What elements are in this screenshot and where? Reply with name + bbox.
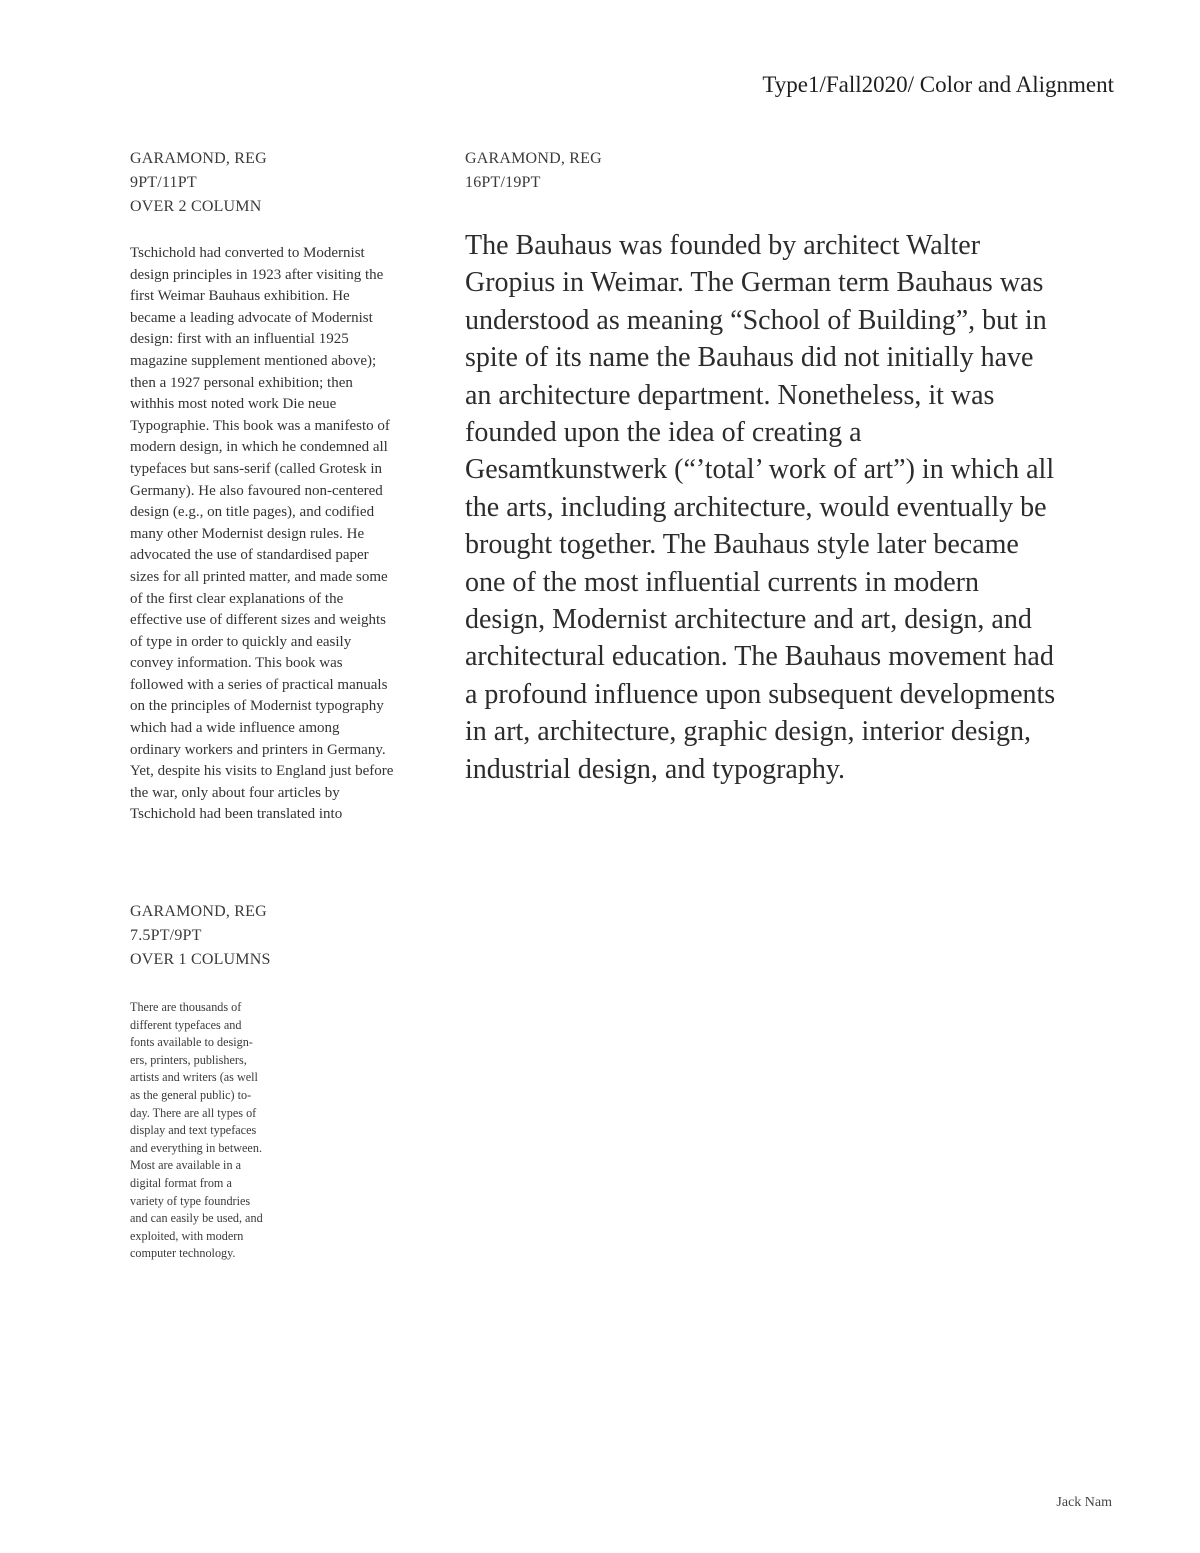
text-line: Tschichold had converted to Modernist <box>130 245 365 261</box>
specimen-b-paragraph <box>465 227 1055 788</box>
specimen-a-spec-label <box>130 147 267 219</box>
text-line: in art, architecture, graphic design, interior design, <box>465 716 1032 748</box>
text-line: then a 1927 personal exhibition; then <box>130 374 353 391</box>
text-line: and can easily be used, and <box>130 1211 263 1226</box>
text-line: on the principles of Modernist typography <box>130 698 384 715</box>
text-line: display and text typefaces <box>130 1123 257 1138</box>
author-name: Jack Nam <box>1056 1495 1112 1510</box>
text-line: the arts, including architecture, would eventually be <box>465 491 1047 523</box>
text-line: different typefaces and <box>130 1017 242 1032</box>
spec-line: GARAMOND, REG <box>130 150 267 167</box>
text-line: day. There are all types of <box>130 1105 257 1120</box>
text-line: first Weimar Bauhaus exhibition. He <box>130 288 350 305</box>
text-line: ers, printers, publishers, <box>130 1052 247 1067</box>
text-line: many other Modernist design rules. He <box>130 525 365 542</box>
text-line: industrial design, and typography. <box>465 753 846 785</box>
text-line: an architecture department. Nonetheless, it was <box>465 379 995 411</box>
text-line: founded upon the idea of creating a <box>465 417 862 449</box>
text-line: modern design, in which he condemned all <box>130 439 388 456</box>
text-line: The Bauhaus was founded by architect Walter <box>465 230 981 261</box>
specimen-c-spec-label <box>130 900 271 972</box>
text-line: Tschichold had been translated into <box>130 806 343 823</box>
text-line: Gesamtkunstwerk (“’total’ work of art”) in which all <box>465 454 1055 486</box>
text-line: and everything in between. <box>130 1140 262 1155</box>
text-line: Germany). He also favoured non-centered <box>130 482 383 499</box>
spec-line: GARAMOND, REG <box>465 150 602 167</box>
specimen-c-paragraph <box>130 999 263 1263</box>
text-line: typefaces but sans-serif (called Grotesk in <box>130 460 382 477</box>
text-line: of type in order to quickly and easily <box>130 633 352 650</box>
text-line: one of the most influential currents in modern <box>465 566 979 598</box>
text-line: the war, only about four articles by <box>130 784 340 801</box>
text-line: became a leading advocate of Modernist <box>130 309 373 326</box>
specimen-a-paragraph <box>130 243 393 826</box>
text-line: effective use of different sizes and weights <box>130 612 387 629</box>
text-line: spite of its name the Bauhaus did not initially have <box>465 342 1034 374</box>
text-line: Gropius in Weimar. The German term Bauhaus was <box>465 267 1044 299</box>
text-line: fonts available to design- <box>130 1035 253 1050</box>
text-line: architectural education. The Bauhaus movement had <box>465 641 1054 673</box>
text-line: design principles in 1923 after visiting the <box>130 266 384 283</box>
text-line: withhis most noted work Die neue <box>130 396 337 413</box>
text-line: sizes for all printed matter, and made some <box>130 568 388 585</box>
text-line: ordinary workers and printers in Germany. <box>130 741 386 758</box>
page-title: Type1/Fall2020/ Color and Alignment <box>762 72 1114 97</box>
text-line: Most are available in a <box>130 1158 241 1173</box>
text-line: digital format from a <box>130 1175 232 1190</box>
text-line: a profound influence upon subsequent developments <box>465 678 1056 710</box>
text-line: Yet, despite his visits to England just before <box>130 763 394 780</box>
spec-line: OVER 2 COLUMN <box>130 198 262 215</box>
text-line: design: first with an influential 1925 <box>130 331 349 348</box>
spec-line: GARAMOND, REG <box>130 903 267 920</box>
text-line: convey information. This book was <box>130 655 343 672</box>
text-line: brought together. The Bauhaus style later became <box>465 529 1019 561</box>
text-line: Typographie. This book was a manifesto of <box>130 417 390 434</box>
text-line: followed with a series of practical manuals <box>130 676 388 693</box>
text-line: variety of type foundries <box>130 1193 251 1208</box>
text-line: There are thousands of <box>130 1000 242 1014</box>
spec-line: OVER 1 COLUMNS <box>130 951 271 968</box>
text-line: design (e.g., on title pages), and codified <box>130 504 375 521</box>
text-line: understood as meaning “School of Building”, but in <box>465 304 1047 336</box>
spec-line: 7.5PT/9PT <box>130 927 202 944</box>
text-line: advocated the use of standardised paper <box>130 547 369 564</box>
text-line: computer technology. <box>130 1246 236 1261</box>
text-line: artists and writers (as well <box>130 1070 258 1085</box>
text-line: of the first clear explanations of the <box>130 590 344 607</box>
text-line: as the general public) to- <box>130 1087 252 1102</box>
spec-line: 16PT/19PT <box>465 174 541 191</box>
text-line: which had a wide influence among <box>130 720 340 737</box>
specimen-b-spec-label <box>465 147 602 195</box>
text-line: magazine supplement mentioned above); <box>130 352 377 369</box>
text-line: design, Modernist architecture and art, design, and <box>465 604 1032 636</box>
text-line: exploited, with modern <box>130 1228 244 1243</box>
spec-line: 9PT/11PT <box>130 174 197 191</box>
